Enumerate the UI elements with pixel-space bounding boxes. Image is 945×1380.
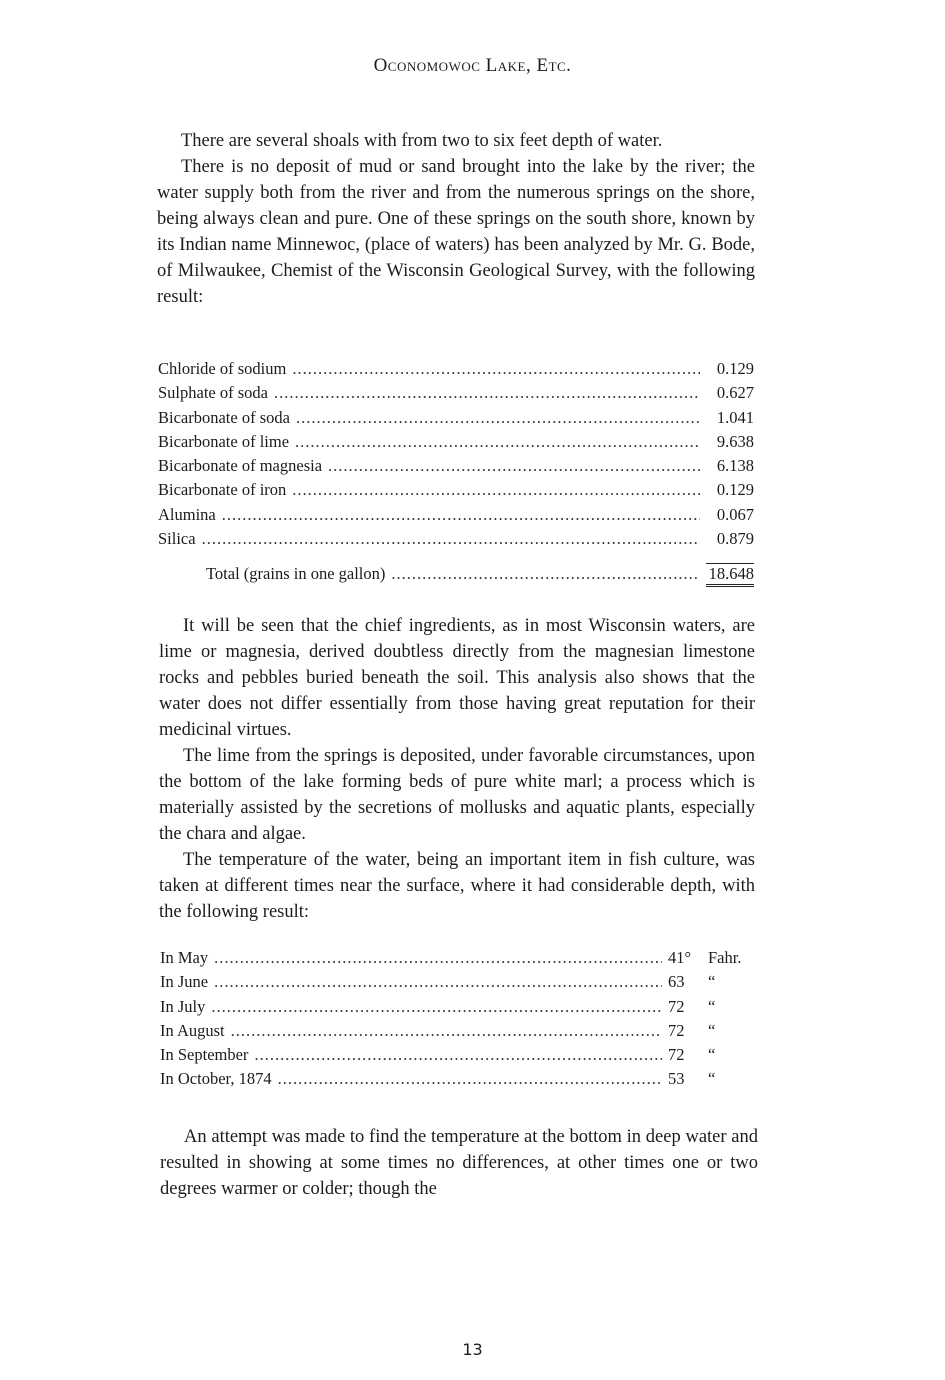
row-value: 72 xyxy=(668,1020,685,1040)
row-label: Chloride of sodium xyxy=(158,359,287,378)
table-row xyxy=(160,948,754,972)
row-label: Bicarbonate of soda xyxy=(158,407,290,427)
table-row xyxy=(160,972,754,996)
leader-dots xyxy=(292,359,700,379)
row-unit: Fahr. xyxy=(708,948,742,967)
running-header: Oconomowoc Lake, Etc. xyxy=(373,55,572,76)
paragraph: The lime from the springs is deposited, under favorable circumstances, upon the bottom of the lake forming beds of pure white marl; a process which is materially assisted by the secretions of mollusks and aquatic plants, especially the chara and algae. xyxy=(159,746,755,844)
page-number: 13 xyxy=(462,1340,483,1359)
row-unit: “ xyxy=(708,1020,716,1040)
final-text xyxy=(160,1124,758,1202)
row-label: In September xyxy=(160,1045,249,1065)
row-value: 0.879 xyxy=(716,529,754,549)
row-label: Bicarbonate of iron xyxy=(158,480,287,500)
row-label: Alumina xyxy=(158,504,216,524)
table-row xyxy=(158,408,754,432)
row-value: 9.638 xyxy=(716,431,754,451)
temperature-table xyxy=(160,948,754,1094)
row-label: In October, 1874 xyxy=(160,1069,272,1089)
leader-dots xyxy=(202,529,700,549)
row-value: 0.067 xyxy=(716,504,754,524)
row-label: Silica xyxy=(158,529,196,549)
row-label: In May xyxy=(160,948,209,967)
water-analysis-table xyxy=(158,359,754,588)
paragraph: An attempt was made to find the temperature at the bottom in deep water and resulted in showing at some times no differences, at other times one or two degrees warmer or colder; though the xyxy=(160,1127,758,1199)
intro-text xyxy=(157,128,755,310)
table-row xyxy=(158,383,754,407)
leader-dots xyxy=(278,1069,662,1089)
paragraph: The temperature of the water, being an important item in fish culture, was taken at different times near the surface, where it had considerable depth, with the following result: xyxy=(159,850,755,922)
row-value: 41° xyxy=(668,948,692,967)
row-unit: “ xyxy=(708,996,716,1016)
leader-dots xyxy=(295,432,700,452)
leader-dots xyxy=(231,1021,662,1041)
table-row xyxy=(160,1021,754,1045)
row-label: In June xyxy=(160,972,209,992)
total-value: 18.648 xyxy=(706,563,754,587)
row-unit: “ xyxy=(708,972,716,992)
table-row xyxy=(158,505,754,529)
row-label: Sulphate of soda xyxy=(158,383,268,403)
row-value: 0.129 xyxy=(716,359,754,378)
row-label: Bicarbonate of lime xyxy=(158,431,290,451)
table-row xyxy=(158,529,754,553)
leader-dots xyxy=(328,456,700,476)
leader-dots xyxy=(214,948,662,968)
row-value: 0.627 xyxy=(716,383,754,403)
row-value: 63 xyxy=(668,972,685,992)
leader-dots xyxy=(254,1045,662,1065)
table-row xyxy=(158,432,754,456)
middle-text xyxy=(159,613,755,925)
row-value: 72 xyxy=(668,1045,685,1065)
paragraph: There is no deposit of mud or sand brought into the lake by the river; the water supply both from the river and from the numerous springs on the shore, being always clean and pure. One of these springs on the south shore, known by its Indian name Minnewoc, (place of waters) has been analyzed by Mr. G. Bode, of Milwaukee, Chemist of the Wisconsin Geological Survey, with the following result: xyxy=(157,157,755,307)
row-unit: “ xyxy=(708,1045,716,1065)
leader-dots xyxy=(296,408,700,428)
total-row xyxy=(158,563,754,587)
leader-dots xyxy=(391,564,700,584)
table-row xyxy=(160,1069,754,1093)
row-label: In July xyxy=(160,996,206,1016)
row-value: 53 xyxy=(668,1069,685,1089)
table-row xyxy=(160,1045,754,1069)
leader-dots xyxy=(211,997,662,1017)
leader-dots xyxy=(292,480,700,500)
row-value: 0.129 xyxy=(716,480,754,500)
leader-dots xyxy=(274,383,700,403)
paragraph: It will be seen that the chief ingredients, as in most Wisconsin waters, are lime or magnesia, derived doubtless directly from the magnesian limestone rocks and pebbles buried beneath the soil. This analysis also shows that the water does not differ essentially from those having great reputation for their medicinal virtues. xyxy=(159,616,755,740)
table-row xyxy=(160,997,754,1021)
table-row xyxy=(158,359,754,383)
row-label: Bicarbonate of magnesia xyxy=(158,456,323,476)
leader-dots xyxy=(214,972,662,992)
table-row xyxy=(158,456,754,480)
row-unit: “ xyxy=(708,1069,716,1089)
row-label: In August xyxy=(160,1020,225,1040)
table-row xyxy=(158,480,754,504)
total-label: Total (grains in one gallon) xyxy=(206,564,386,584)
paragraph: There are several shoals with from two to six feet depth of water. xyxy=(181,131,663,151)
row-value: 72 xyxy=(668,996,685,1016)
leader-dots xyxy=(222,505,700,525)
row-value: 1.041 xyxy=(716,407,754,427)
row-value: 6.138 xyxy=(716,456,754,476)
